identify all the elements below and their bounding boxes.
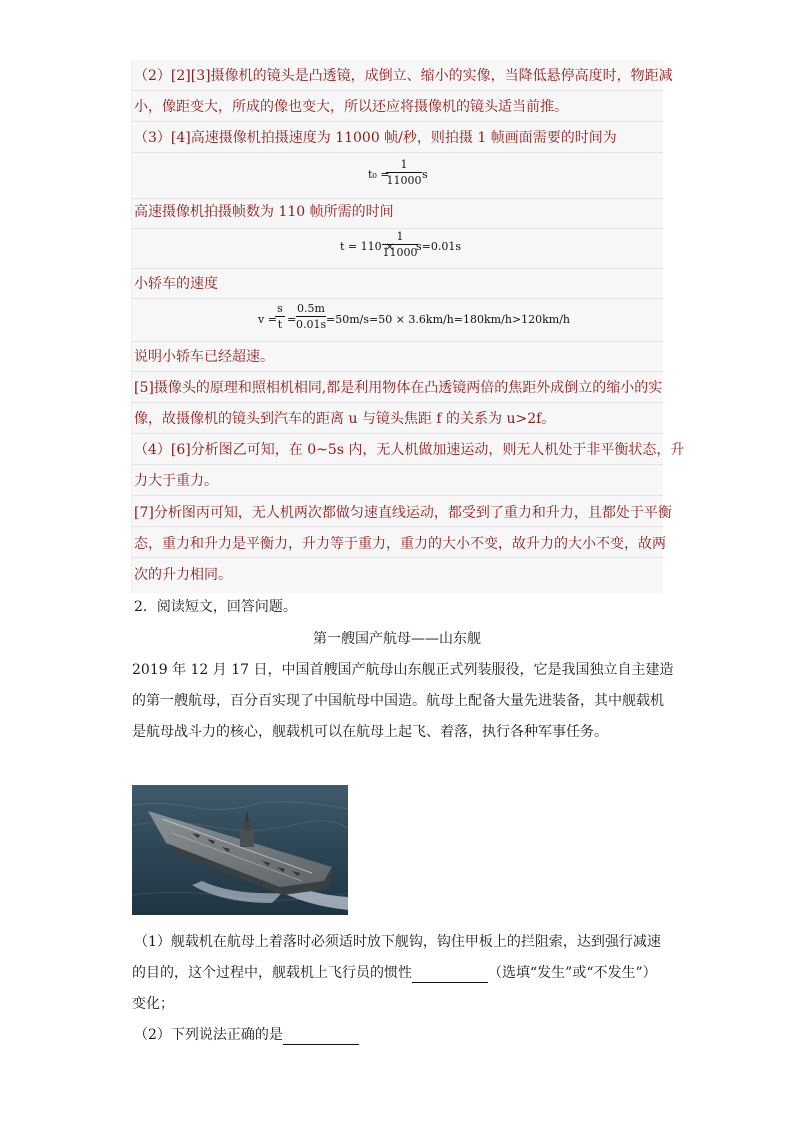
answer-part3-line4: 说明小轿车已经超速。 [134,349,274,365]
rule-line [132,371,663,372]
answer-part2-line1: （2）[2][3]摄像机的镜头是凸透镜，成倒立、缩小的实像，当降低悬停高度时，物距减 [134,68,673,84]
answer-part3-line2: 高速摄像机拍摄帧数为 110 帧所需的时间 [134,204,394,220]
answer-part5-line1: [5]摄像头的原理和照相机相同,都是利用物体在凸透镜两倍的焦距外成倒立的缩小的实 [134,380,663,396]
rule-line [132,557,663,558]
rule-line [132,152,663,153]
rule-line [132,90,663,91]
fraction: 0.5m 0.01s [296,302,327,331]
answer-part7-line1: [7]分析图丙可知，无人机两次都做匀速直线运动，都受到了重力和升力，且都处于平衡 [134,505,672,521]
answer-part7-line2: 态，重力和升力是平衡力，升力等于重力，重力的大小不变，故升力的大小不变，故两 [134,536,666,552]
answer-part4-line2: 力大于重力。 [134,473,218,489]
article-title: 第一艘国产航母——山东舰 [313,631,481,647]
article-line3: 是航母战斗力的核心，舰载机可以在航母上起飞、着落，执行各种军事任务。 [132,724,608,740]
rule-line [132,495,663,496]
article-line1: 2019 年 12 月 17 日，中国首艘国产航母山东舰正式列装服役，它是我国独立自主建造 [132,662,674,678]
rule-line [132,433,663,434]
answer-part3-line3: 小轿车的速度 [134,276,218,292]
rule-line [132,402,663,403]
fraction: 1 11000 [382,230,418,259]
rule-line [132,526,663,527]
rule-line [132,228,663,229]
answer-blank[interactable] [283,1028,359,1045]
answer-part2-line2: 小，像距变大，所成的像也变大，所以还应将摄像机的镜头适当前推。 [134,99,568,115]
subquestion1-line2: 的目的，这个过程中，舰载机上飞行员的惯性 （选填“发生”或“不发生”） [132,965,657,981]
rule-line [132,268,663,269]
answer-part3-line1: （3）[4]高速摄像机拍摄速度为 11000 帧/秒，则拍摄 1 帧画面需要的时间为 [134,130,617,146]
fraction: 1 11000 [386,158,422,187]
subquestion1-line1: （1）舰载机在航母上着落时必须适时放下舰钩，钩住甲板上的拦阻索，达到强行减速 [134,934,661,950]
subquestion2-line1: （2）下列说法正确的是 [134,1025,359,1045]
rule-line [132,121,663,122]
rule-line [132,198,663,199]
aircraft-carrier-photo [132,785,348,915]
answer-blank[interactable] [412,966,488,983]
answer-part7-line3: 次的升力相同。 [134,567,232,583]
answer-part4-line1: （4）[6]分析图乙可知，在 0~5s 内，无人机做加速运动，则无人机处于非平衡状态，升 [134,442,685,458]
article-line2: 的第一艘航母，百分百实现了中国航母中国造。航母上配备大量先进装备，其中舰载机 [132,693,664,709]
subquestion1-line3: 变化； [132,996,174,1012]
rule-line [132,341,663,342]
question2-intro: 2．阅读短文，回答问题。 [134,599,297,615]
fraction: s t [275,302,285,331]
rule-line [132,298,663,299]
rule-line [132,464,663,465]
answer-part5-line2: 像，故摄像机的镜头到汽车的距离 u 与镜头焦距 f 的关系为 u>2f。 [134,411,556,427]
